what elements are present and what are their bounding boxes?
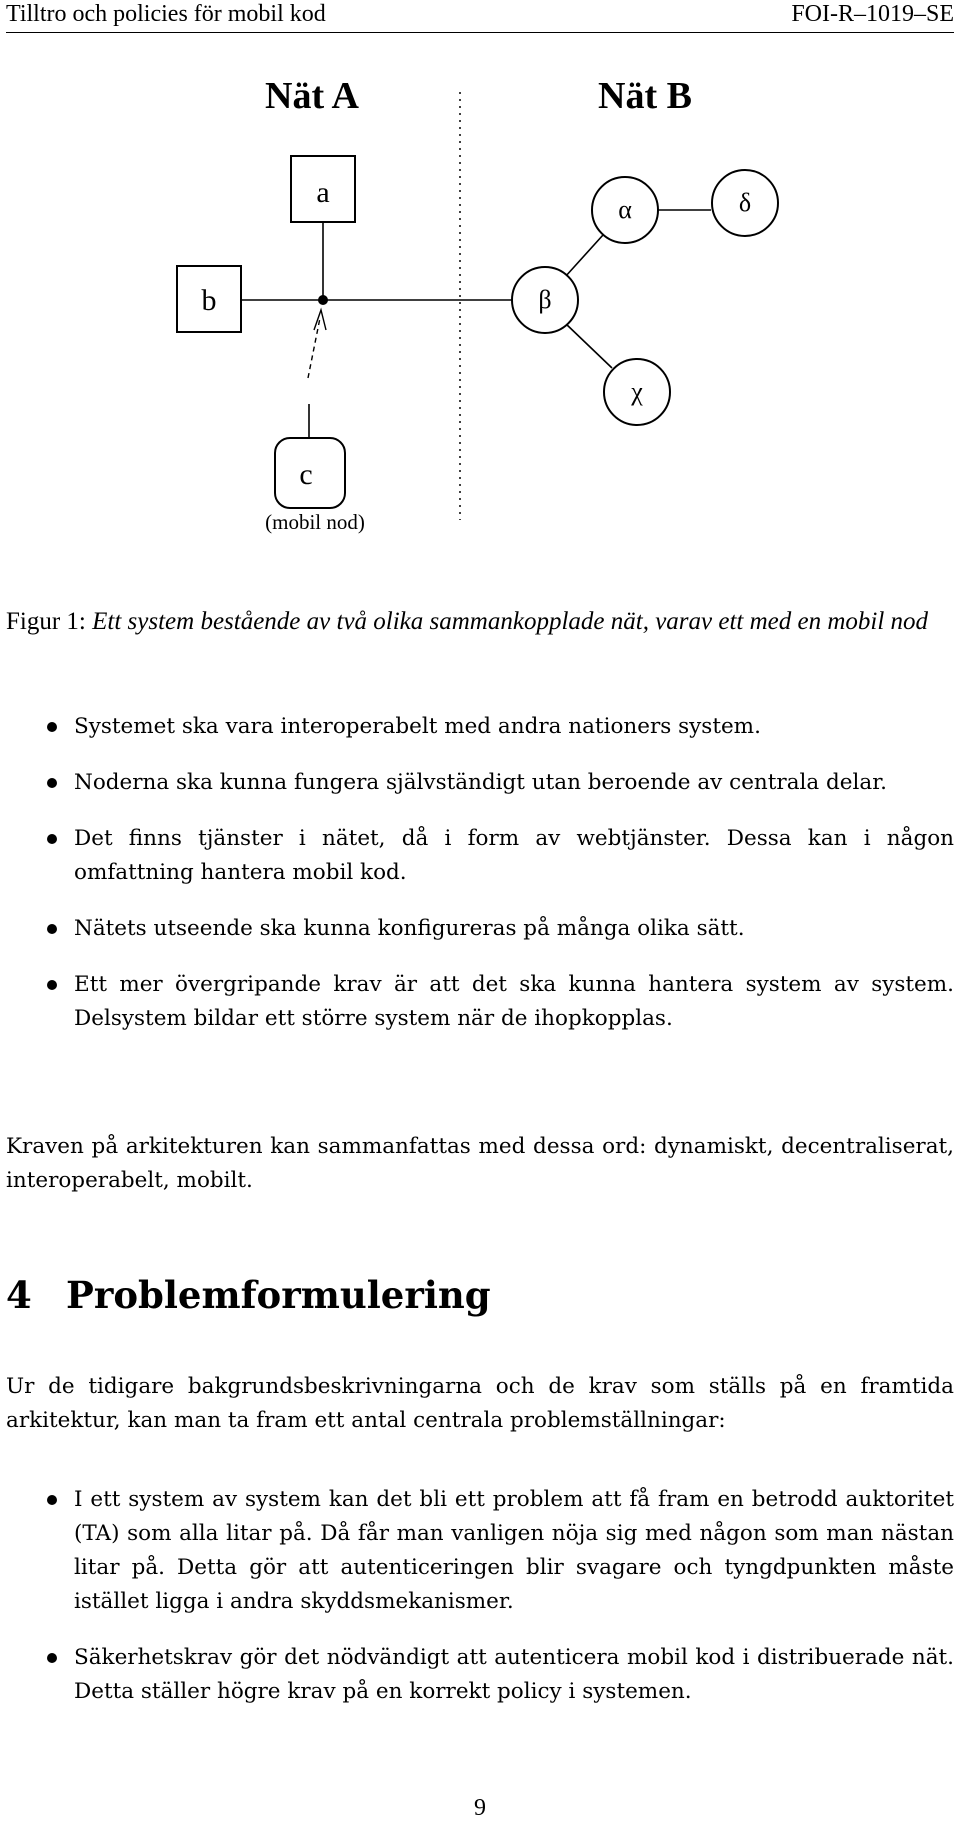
problems-list-block	[6, 1483, 954, 1731]
node-c-label: c	[299, 458, 313, 491]
list-item: Systemet ska vara interoperabelt med andra nationers system.	[6, 710, 954, 744]
caption-prefix: Figur 1:	[6, 608, 86, 635]
link-beta-alpha	[565, 235, 603, 277]
section-intro: Ur de tidigare bakgrundsbeskrivningarna och de krav som ställs på en framtida arkitektur, kan man ta fram ett antal centrala problemställningar:	[6, 1374, 954, 1433]
section-title: Problemformulering	[66, 1273, 491, 1317]
network-diagram	[0, 60, 960, 540]
running-title: Tilltro och policies för mobil kod	[6, 1, 326, 27]
list-item: Det finns tjänster i nätet, då i form av webtjänster. Dessa kan i någon omfattning hantera mobil kod.	[6, 822, 954, 890]
page-header	[6, 0, 954, 33]
report-number: FOI-R–1019–SE	[791, 1, 954, 27]
net-a-label: Nät A	[265, 75, 359, 117]
bullet-icon	[47, 1495, 57, 1505]
bullet-icon	[47, 722, 57, 732]
requirements-list-block	[6, 710, 954, 1058]
problems-list	[6, 1483, 954, 1709]
node-chi-label: χ	[631, 377, 643, 406]
figure-caption	[6, 604, 954, 639]
bullet-icon	[47, 778, 57, 788]
summary-paragraph: Kraven på arkitekturen kan sammanfattas med dessa ord: dynamiskt, decentraliserat, interoperabelt, mobilt.	[6, 1134, 954, 1193]
bullet-icon	[47, 924, 57, 934]
section-number: 4	[6, 1273, 32, 1317]
caption-text: Ett system bestående av två olika sammankopplade nät, varav ett med en mobil nod	[92, 608, 929, 635]
arrow-head	[314, 310, 326, 330]
section-heading	[6, 1273, 491, 1317]
page-number: 9	[474, 1795, 486, 1821]
list-item: Noderna ska kunna fungera självständigt utan beroende av centrala delar.	[6, 766, 954, 800]
bullet-icon	[47, 1653, 57, 1663]
bullet-icon	[47, 980, 57, 990]
net-b-label: Nät B	[598, 75, 692, 117]
node-beta-label: β	[538, 285, 552, 314]
link-beta-chi	[565, 323, 612, 368]
node-delta-label: δ	[738, 188, 752, 217]
list-item: I ett system av system kan det bli ett problem att få fram en betrodd auktoritet (TA) som alla litar på. Då får man vanligen nöja sig med någon som man nästan litar på. Detta gör att autenticeringen blir svagare och tyngdpunkten måste istället ligga i andra skyddsmekanismer.	[6, 1483, 954, 1619]
bullet-icon	[47, 834, 57, 844]
mobile-node-note: (mobil nod)	[265, 510, 365, 534]
bus-junction	[318, 295, 328, 305]
list-item: Nätets utseende ska kunna konfigureras på många olika sätt.	[6, 912, 954, 946]
list-item: Ett mer övergripande krav är att det ska kunna hantera system av system. Delsystem bildar ett större system när de ihopkopplas.	[6, 968, 954, 1036]
node-alpha-label: α	[618, 195, 632, 224]
requirements-list	[6, 710, 954, 1036]
node-b-label: b	[201, 284, 217, 317]
mobile-link-arrow	[308, 318, 320, 378]
node-a-label: a	[316, 176, 330, 209]
list-item: Säkerhetskrav gör det nödvändigt att autenticera mobil kod i distribuerade nät. Detta ställer högre krav på en korrekt policy i systemen.	[6, 1641, 954, 1709]
